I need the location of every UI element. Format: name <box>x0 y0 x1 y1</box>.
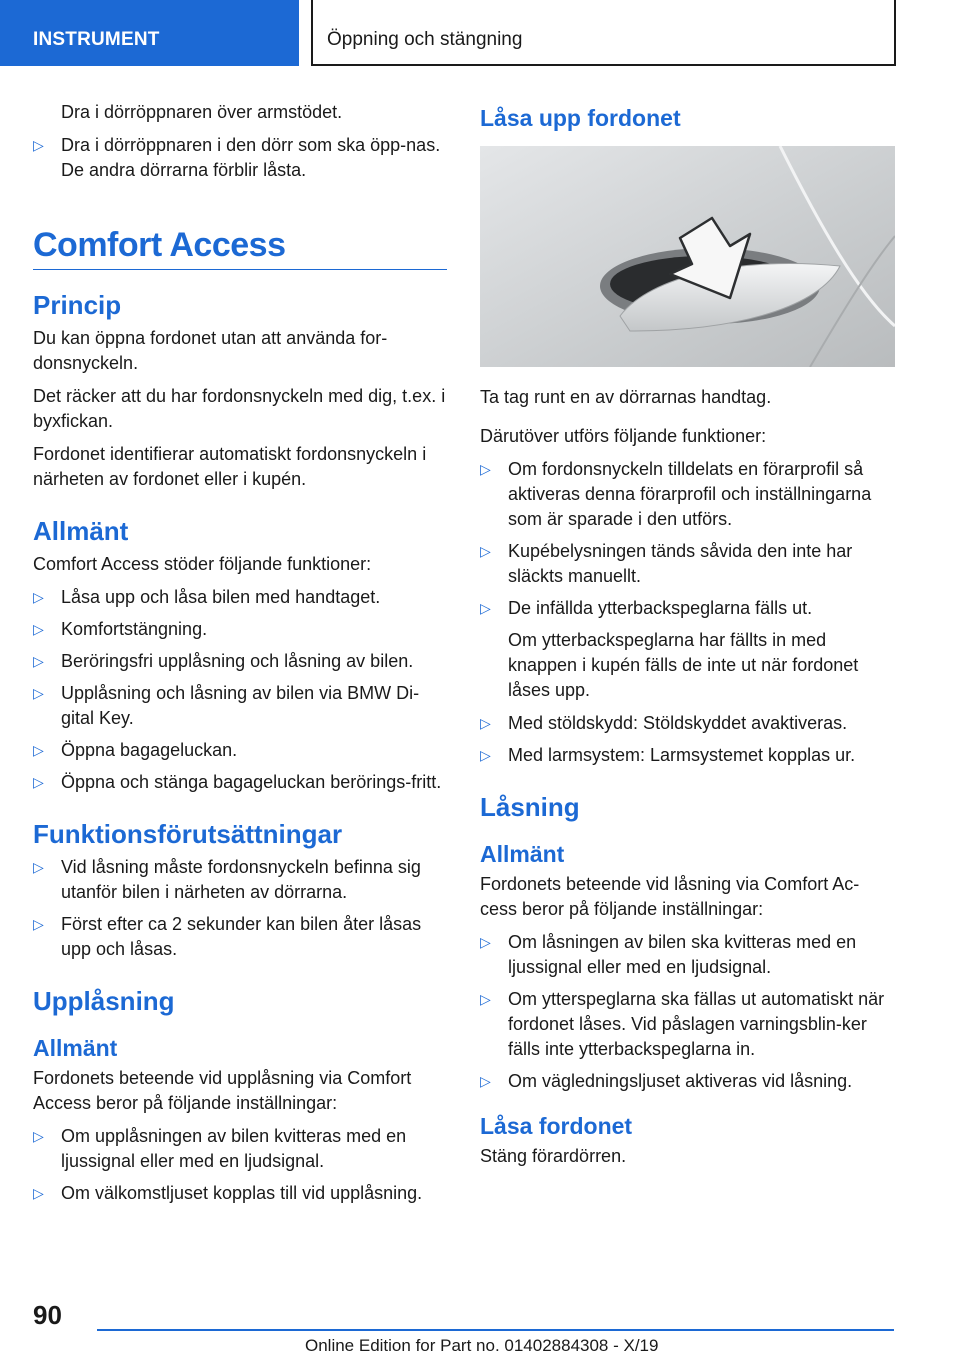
lasa-fordonet-heading: Låsa fordonet <box>480 1113 633 1139</box>
paragraph: Comfort Access stöder följande funktioner: <box>33 554 372 574</box>
bullet-triangle-icon: ▷ <box>33 137 44 153</box>
door-handle-image <box>480 146 895 367</box>
upplasning-heading: Upplåsning <box>33 986 175 1016</box>
list-item: ▷ Öppna och stänga bagageluckan berörings-fritt. <box>33 770 447 795</box>
princip-heading: Princip <box>33 290 122 320</box>
bullet-triangle-icon: ▷ <box>33 685 44 701</box>
bullet-triangle-icon: ▷ <box>33 859 44 875</box>
bullet-triangle-icon: ▷ <box>33 1128 44 1144</box>
list-item: ▷ Låsa upp och låsa bilen med handtaget. <box>33 585 447 610</box>
lasning-heading: Låsning <box>480 792 580 822</box>
list-item: ▷ Med stöldskydd: Stöldskyddet avaktiveras. <box>480 711 895 736</box>
list-item: ▷ Om fordonsnyckeln tilldelats en förarprofil så aktiveras denna förarprofil och inställningarna som är sparade i den utförs. <box>480 459 872 529</box>
requirements-list <box>33 855 447 962</box>
paragraph: Därutöver utförs följande funktioner: <box>480 426 767 446</box>
bullet-triangle-icon: ▷ <box>33 621 44 637</box>
left-column <box>33 100 447 1213</box>
bullet-triangle-icon: ▷ <box>480 600 491 616</box>
bullet-triangle-icon: ▷ <box>33 653 44 669</box>
list-item: ▷ Kupébelysningen tänds såvida den inte har släckts manuellt. <box>480 541 853 586</box>
paragraph: Fordonets beteende vid låsning via Comfort Ac-cess beror på följande inställningar: <box>480 874 860 919</box>
list-item: ▷ Om upplåsningen av bilen kvitteras med en ljussignal eller med en ljudsignal. <box>33 1126 407 1171</box>
funktionsforutsattningar-heading: Funktionsförutsättningar <box>33 819 343 849</box>
lasa-upp-heading: Låsa upp fordonet <box>480 105 681 131</box>
bullet-triangle-icon: ▷ <box>33 1185 44 1201</box>
main-heading: Comfort Access <box>33 227 447 270</box>
edition-text: Online Edition for Part no. 01402884308 - X/19 <box>305 1336 659 1355</box>
bullet-triangle-icon: ▷ <box>480 543 491 559</box>
list-item: ▷ Om ytterspeglarna ska fällas ut automatiskt när fordonet låses. Vid påslagen varningsblin-ker fälls inte ytterbackspeglarna in. <box>480 989 885 1059</box>
paragraph: Ta tag runt en av dörrarnas handtag. <box>480 387 772 407</box>
list-item: ▷ Beröringsfri upplåsning och låsning av bilen. <box>33 649 447 674</box>
section-tab[interactable]: INSTRUMENT <box>0 0 299 66</box>
allmant-heading: Allmänt <box>33 516 129 546</box>
chapter-title: Öppning och stängning <box>311 0 896 66</box>
bullet-triangle-icon: ▷ <box>33 774 44 790</box>
bullet-triangle-icon: ▷ <box>480 1073 491 1089</box>
bullet-triangle-icon: ▷ <box>480 934 491 950</box>
page-header <box>0 0 960 66</box>
bullet-triangle-icon: ▷ <box>480 991 491 1007</box>
bullet-triangle-icon: ▷ <box>480 715 491 731</box>
bullet-triangle-icon: ▷ <box>33 742 44 758</box>
list-item: ▷ Först efter ca 2 sekunder kan bilen åter låsas upp och låsas. <box>33 914 422 959</box>
bullet-triangle-icon: ▷ <box>33 916 44 932</box>
door-handle-arrow-illustration-icon <box>480 146 895 367</box>
list-item: ▷ Vid låsning måste fordonsnyckeln befinna sig utanför bilen i närheten av dörrarna. <box>33 857 421 902</box>
list-continuation: Om ytterbackspeglarna har fällts in med knappen i kupén fälls de inte ut när fordonet låses upp. <box>508 630 859 700</box>
page-number: 90 <box>33 1300 62 1330</box>
list-item: ▷ De infällda ytterbackspeglarna fälls ut. <box>480 596 895 621</box>
paragraph: Fordonets beteende vid upplåsning via Comfort Access beror på följande inställningar: <box>33 1068 412 1113</box>
paragraph: Fordonet identifierar automatiskt fordonsnyckeln i närheten av fordonet eller i kupén. <box>33 444 427 489</box>
list-item: ▷ Komfortstängning. <box>33 617 447 642</box>
intro-list <box>33 133 447 183</box>
unlock-settings-list <box>33 1124 447 1206</box>
list-item: ▷ Om låsningen av bilen ska kvitteras med en ljussignal eller med en ljudsignal. <box>480 932 857 977</box>
paragraph: Du kan öppna fordonet utan att använda for-donsnyckeln. <box>33 328 388 373</box>
paragraph: Stäng förardörren. <box>480 1146 627 1166</box>
bullet-triangle-icon: ▷ <box>480 461 491 477</box>
list-item: ▷ Med larmsystem: Larmsystemet kopplas ur. <box>480 743 895 768</box>
bullet-triangle-icon: ▷ <box>480 747 491 763</box>
bullet-triangle-icon: ▷ <box>33 589 44 605</box>
paragraph: Det räcker att du har fordonsnyckeln med dig, t.ex. i byxfickan. <box>33 386 446 431</box>
list-item: ▷ Dra i dörröppnaren i den dörr som ska öpp-nas. De andra dörrarna förblir låsta. <box>33 135 441 180</box>
intro-continuation: Dra i dörröppnaren över armstödet. <box>61 102 343 122</box>
list-item: ▷ Upplåsning och låsning av bilen via BMW Di-gital Key. <box>33 683 420 728</box>
lock-settings-list <box>480 930 895 1094</box>
list-item: ▷ Öppna bagageluckan. <box>33 738 447 763</box>
unlock-functions-list-2 <box>480 711 895 768</box>
functions-list <box>33 585 447 795</box>
unlock-functions-list <box>480 457 895 621</box>
list-item: ▷ Om välkomstljuset kopplas till vid upplåsning. <box>33 1181 447 1206</box>
lasning-allmant-heading: Allmänt <box>480 841 565 867</box>
upplasning-allmant-heading: Allmänt <box>33 1035 118 1061</box>
list-item: ▷ Om vägledningsljuset aktiveras vid låsning. <box>480 1069 895 1094</box>
footer-divider <box>97 1329 894 1331</box>
right-column <box>480 100 895 1177</box>
